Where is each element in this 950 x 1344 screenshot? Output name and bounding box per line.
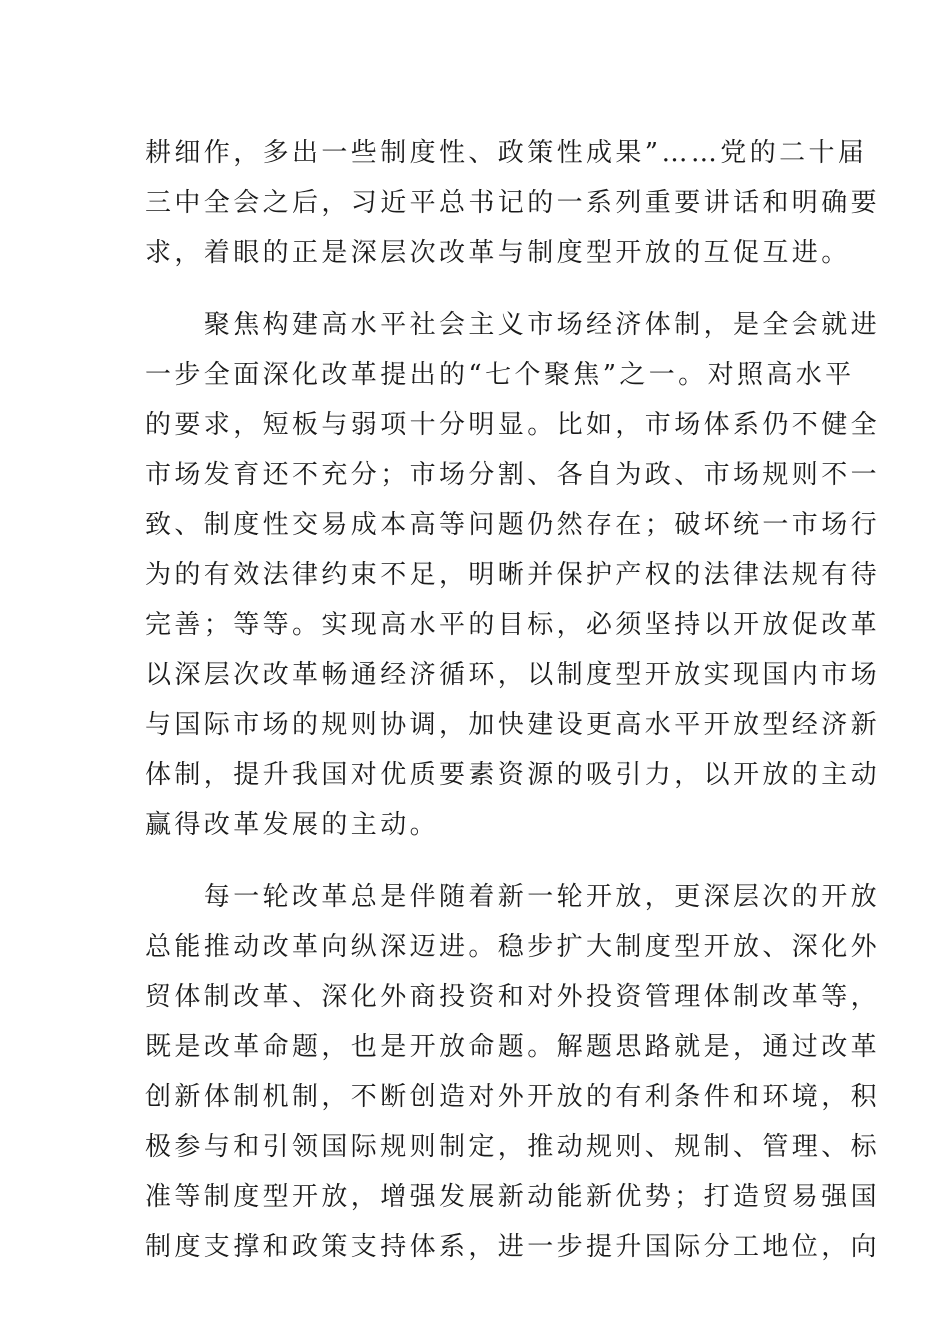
text-line: 准等制度型开放，增强发展新动能新优势；打造贸易强国 <box>145 1182 881 1212</box>
text-line: 制度支撑和政策支持体系，进一步提升国际分工地位，向 <box>145 1232 881 1262</box>
text-line: 极参与和引领国际规则制定，推动规则、规制、管理、标 <box>145 1132 881 1162</box>
text-line: 每一轮改革总是伴随着新一轮开放，更深层次的开放 <box>145 882 881 912</box>
paragraph-3 <box>145 872 881 1272</box>
text-line: 赢得改革发展的主动。 <box>145 810 440 840</box>
text-line: 以深层次改革畅通经济循环，以制度型开放实现国内市场 <box>145 660 881 690</box>
text-line: 完善；等等。实现高水平的目标，必须坚持以开放促改革 <box>145 610 881 640</box>
text-line: 市场发育还不充分；市场分割、各自为政、市场规则不一 <box>145 460 881 490</box>
text-line: 一步全面深化改革提出的“七个聚焦”之一。对照高水平 <box>145 360 855 390</box>
text-line: 三中全会之后，习近平总书记的一系列重要讲话和明确要 <box>145 188 881 218</box>
text-line: 聚焦构建高水平社会主义市场经济体制，是全会就进 <box>145 310 881 340</box>
text-line: 耕细作，多出一些制度性、政策性成果”……党的二十届 <box>145 138 868 168</box>
text-line: 求，着眼的正是深层次改革与制度型开放的互促互进。 <box>145 238 851 268</box>
paragraph-2 <box>145 300 881 850</box>
text-line: 致、制度性交易成本高等问题仍然存在；破坏统一市场行 <box>145 510 881 540</box>
document-page <box>145 128 881 1272</box>
text-line: 为的有效法律约束不足，明晰并保护产权的法律法规有待 <box>145 560 881 590</box>
text-line: 的要求，短板与弱项十分明显。比如，市场体系仍不健全 <box>145 410 881 440</box>
paragraph-gap <box>145 850 805 872</box>
text-line: 贸体制改革、深化外商投资和对外投资管理体制改革等， <box>145 982 881 1012</box>
text-line: 体制，提升我国对优质要素资源的吸引力，以开放的主动 <box>145 760 881 790</box>
text-line: 与国际市场的规则协调，加快建设更高水平开放型经济新 <box>145 710 881 740</box>
text-line: 创新体制机制，不断创造对外开放的有利条件和环境，积 <box>145 1082 881 1112</box>
paragraph-gap <box>145 278 805 300</box>
text-line: 总能推动改革向纵深迈进。稳步扩大制度型开放、深化外 <box>145 932 881 962</box>
text-line: 既是改革命题，也是开放命题。解题思路就是，通过改革 <box>145 1032 881 1062</box>
paragraph-1 <box>145 128 881 278</box>
